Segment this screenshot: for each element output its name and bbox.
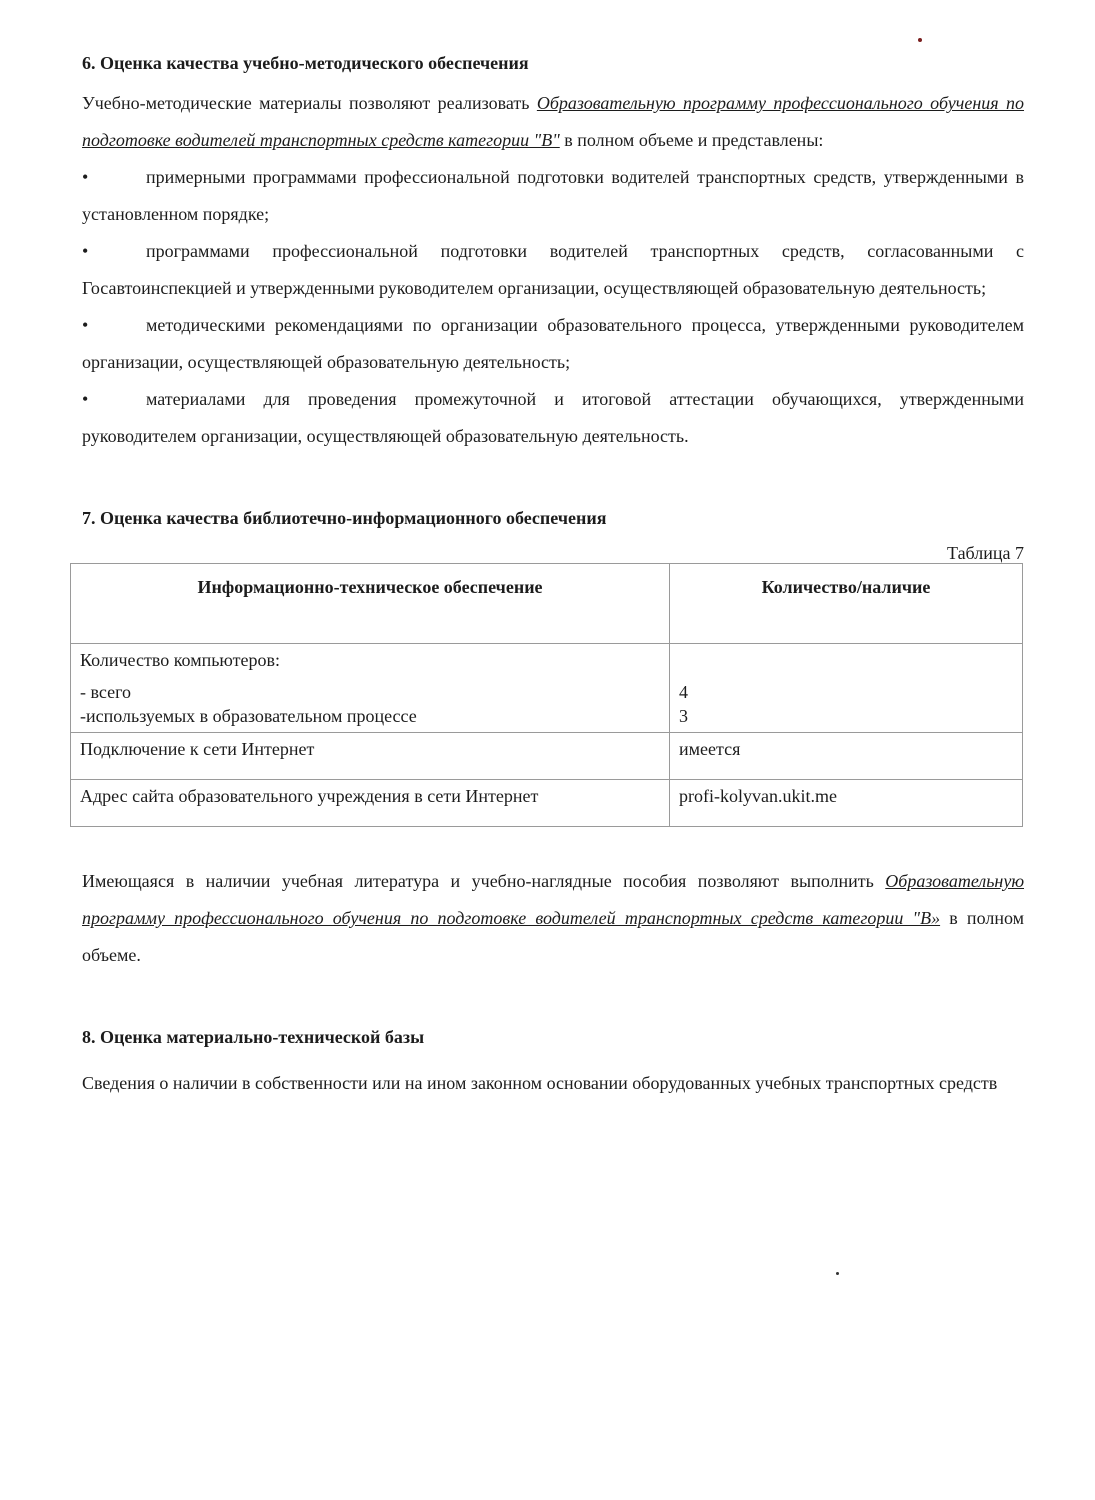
bullet-item: • программами профессиональной подготовки водителей транспортных средств, согласованными с Госавтоинспекцией и утвержденными руководителем организации, осуществляющей образовательную деятельность; (82, 233, 1024, 307)
table-row (71, 779, 1023, 826)
section-6-program-link: Образовательную программу профессионального обучения по подготовке водителей транспортных средств категории "В" (82, 93, 1025, 151)
table-row (71, 732, 1023, 779)
table-caption: Таблица 7 (947, 542, 1024, 563)
section-7-program-link: Образовательную программу профессионального обучения по подготовке водителей транспортных средств категории "В» (82, 870, 1025, 928)
section-8-text: Сведения о наличии в собственности или на ином законном основании оборудованных учебных транспортных средств (82, 1073, 998, 1094)
scan-speck (836, 1272, 839, 1275)
section-6-intro (82, 85, 1024, 159)
table-cell: Адрес сайта образовательного учреждения в сети Интернет (71, 779, 670, 826)
section-6-heading: 6. Оценка качества учебно-методического обеспечения (82, 53, 529, 73)
table-cell: имеется (670, 732, 1023, 779)
section-7-heading: 7. Оценка качества библиотечно-информационного обеспечения (82, 508, 607, 529)
scan-speck (918, 38, 922, 42)
section-7-summary-text: Имеющаяся в наличии учебная литература и учебно-наглядные пособия позволяют выполнить (82, 870, 874, 891)
section-7-summary-tail: в полном объеме. (82, 907, 1024, 965)
bullet-item: • материалами для проведения промежуточной и итоговой аттестации обучающихся, утвержденными руководителем организации, осуществляющей образовательную деятельность. (82, 381, 1024, 455)
bullet-item: • методическими рекомендациями по организации образовательного процесса, утвержденными руководителем организации, осуществляющей образовательную деятельность; (82, 307, 1024, 381)
computers-used-label: -используемых в образовательном процессе (80, 705, 417, 726)
table-cell (71, 643, 670, 732)
table-header-row (71, 563, 1023, 643)
table-row (71, 643, 1023, 732)
table-cell: Подключение к сети Интернет (71, 732, 670, 779)
table-header-cell: Информационно-техническое обеспечение (71, 563, 670, 643)
table-cell (670, 643, 1023, 732)
section-8-heading: 8. Оценка материально-технической базы (82, 1026, 425, 1047)
computers-used-value: 3 (679, 705, 688, 726)
computers-label: Количество компьютеров: (80, 649, 280, 670)
section-6-intro-tail: в полном объеме и представлены: (564, 130, 824, 151)
info-table (70, 563, 1023, 827)
table-header-cell: Количество/наличие (670, 563, 1023, 643)
section-6-bullet-list (82, 159, 1024, 455)
table-cell: profi-kolyvan.ukit.me (670, 779, 1023, 826)
computers-total-label: - всего (80, 681, 132, 702)
bullet-item: • примерными программами профессиональной подготовки водителей транспортных средств, утвержденными в установленном порядке; (82, 159, 1024, 233)
computers-total-value: 4 (679, 681, 688, 702)
document-page (82, 52, 1024, 1099)
section-6-intro-text: Учебно-методические материалы позволяют реализовать (82, 93, 530, 114)
section-7-summary (82, 863, 1024, 974)
